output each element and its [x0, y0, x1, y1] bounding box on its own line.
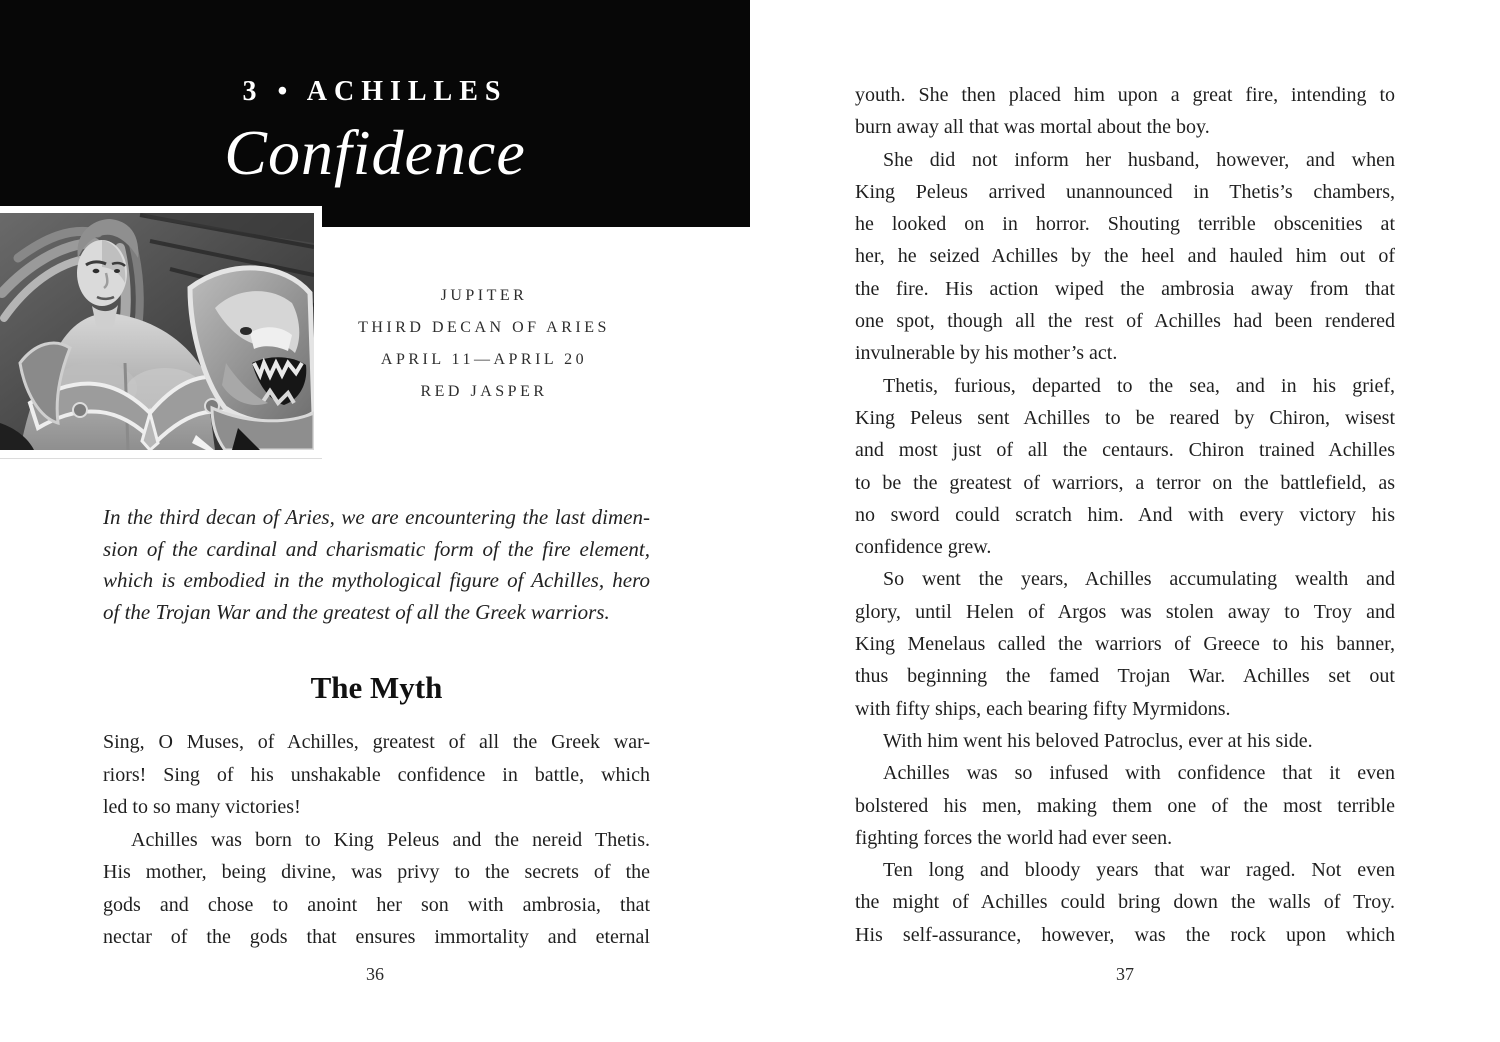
- text-line: King Peleus arrived unannounced in Thetis’s chambers,: [855, 180, 1395, 203]
- text-line: no sword could scratch him. And with every victory his: [855, 503, 1395, 526]
- text-line: So went the years, Achilles accumulating wealth and: [883, 568, 1395, 591]
- text-line: glory, until Helen of Argos was stolen away to Troy and: [855, 600, 1395, 623]
- decan-attribute: RED JASPER: [420, 383, 548, 400]
- text-line: the might of Achilles could bring down the walls of Troy.: [855, 891, 1395, 914]
- paragraph: [855, 563, 1395, 724]
- paragraph: [855, 725, 1395, 757]
- text-line: gods and chose to anoint her son with ambrosia, that: [103, 893, 650, 916]
- decan-intro: [103, 502, 650, 628]
- text-line: In the third decan of Aries, we are encountering the last dimen-: [103, 505, 650, 529]
- paragraph: [855, 79, 1395, 144]
- text-line: Achilles was born to King Peleus and the nereid Thetis.: [131, 828, 650, 851]
- text-line: the fire. His action wiped the ambrosia away from that: [855, 277, 1395, 300]
- chapter-kicker: 3 • ACHILLES: [242, 76, 508, 107]
- text-line: bolstered his men, making them one of the most terrible: [855, 794, 1395, 817]
- text-line: King Menelaus called the warriors of Greece to his banner,: [855, 633, 1395, 656]
- text-line: riors! Sing of his unshakable confidence in battle, which: [103, 763, 650, 786]
- text-line: of the Trojan War and the greatest of all the Greek warriors.: [103, 599, 610, 624]
- text-line: he looked on in horror. Shouting terrible obscenities at: [855, 213, 1395, 236]
- page-number-right: 37: [1116, 964, 1134, 984]
- text-line: youth. She then placed him upon a great fire, intending to: [855, 84, 1395, 106]
- chapter-title: Confidence: [224, 117, 526, 188]
- text-line: burn away all that was mortal about the boy.: [855, 116, 1210, 139]
- text-line: nectar of the gods that ensures immortality and eternal: [103, 926, 650, 948]
- warrior-art: [0, 213, 314, 450]
- paragraph: [103, 726, 650, 824]
- paragraph: [855, 144, 1395, 370]
- text-line: With him went his beloved Patroclus, ever at his side.: [883, 729, 1313, 752]
- text-line: Sing, O Muses, of Achilles, greatest of all the Greek war-: [103, 731, 650, 753]
- text-line: her, he seized Achilles by the heel and hauled him out of: [855, 245, 1395, 268]
- achilles-illustration: [0, 206, 322, 459]
- text-line: thus beginning the famed Trojan War. Achilles set out: [855, 665, 1395, 688]
- text-line: one spot, though all the rest of Achilles had been rendered: [855, 310, 1395, 333]
- text-line: sion of the cardinal and charismatic form of the fire element,: [103, 536, 650, 561]
- text-line: which is embodied in the mythological figure of Achilles, hero: [103, 568, 650, 593]
- text-line: His self-assurance, however, was the rock upon which: [855, 923, 1395, 946]
- text-line: His mother, being divine, was privy to the secrets of the: [103, 861, 650, 883]
- page-number-left: 36: [366, 964, 384, 984]
- paragraph: [855, 854, 1395, 951]
- section-heading: The Myth: [310, 670, 443, 705]
- text-line: fighting forces the world had ever seen.: [855, 826, 1173, 849]
- text-line: Thetis, furious, departed to the sea, and in his grief,: [883, 374, 1395, 397]
- paragraph: [855, 757, 1395, 854]
- text-line: Achilles was so infused with confidence that it even: [883, 762, 1395, 785]
- paragraph: [103, 502, 650, 628]
- decan-attributes: [318, 280, 650, 408]
- text-line: and most just of all the centaurs. Chiron trained Achilles: [855, 439, 1395, 462]
- decan-attribute: APRIL 11—APRIL 20: [380, 351, 588, 368]
- paragraph: [855, 370, 1395, 564]
- chapter-header: [0, 0, 750, 227]
- text-line: with fifty ships, each bearing fifty Myrmidons.: [855, 697, 1231, 720]
- left-page-body: [103, 726, 650, 954]
- text-line: invulnerable by his mother’s act.: [855, 342, 1118, 365]
- right-page-body: [855, 79, 1395, 951]
- paragraph: [103, 824, 650, 954]
- text-line: confidence grew.: [855, 536, 992, 559]
- text-line: Ten long and bloody years that war raged. Not even: [883, 859, 1395, 882]
- text-line: led to so many victories!: [103, 796, 301, 818]
- decan-attribute: JUPITER: [440, 287, 528, 304]
- text-line: She did not inform her husband, however, and when: [883, 148, 1395, 171]
- text-line: to be the greatest of warriors, a terror on the battlefield, as: [855, 471, 1395, 494]
- decan-attribute: THIRD DECAN OF ARIES: [358, 319, 610, 336]
- text-line: King Peleus sent Achilles to be reared by Chiron, wisest: [855, 406, 1395, 429]
